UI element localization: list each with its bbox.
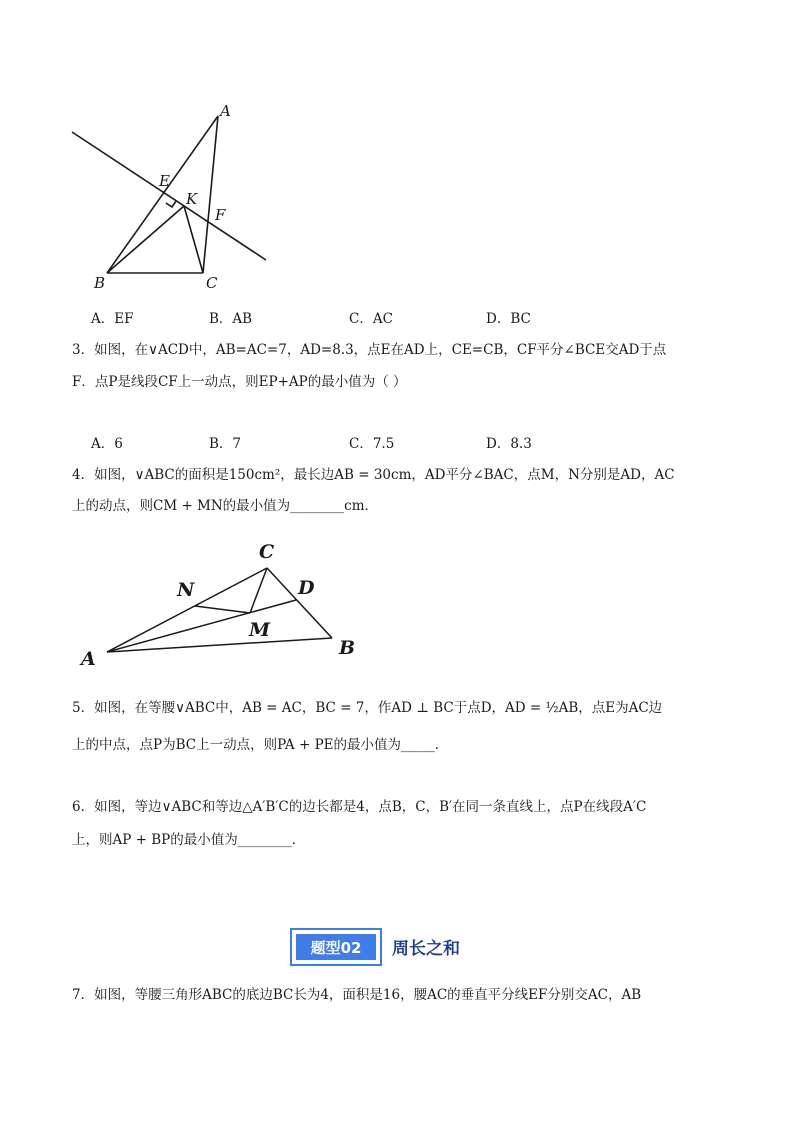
right-angle-mark (166, 201, 176, 207)
label-d: D (298, 577, 315, 599)
q3-line-2: F．点P是线段CF上一动点，则EP+AP的最小值为（ ） (72, 374, 407, 390)
segment-ac (203, 116, 218, 273)
figure-1 (60, 100, 280, 295)
label-n: N (177, 579, 195, 601)
label-m: M (249, 619, 271, 641)
section-badge (290, 928, 382, 966)
q2-options (91, 310, 591, 328)
q7-line-1: 7．如图，等腰三角形ABC的底边BC长为4，面积是16，腰AC的垂直平分线EF分别交AC，AB (72, 987, 642, 1003)
label-f: F (215, 206, 226, 224)
q3-options (91, 435, 591, 453)
segment-mn (195, 606, 250, 613)
q2-option-b[interactable]: B．AB (209, 311, 253, 327)
q3-option-a[interactable]: A．6 (91, 436, 123, 452)
q3-line-1: 3．如图，在∨ACD中，AB=AC=7，AD=8.3，点E在AD上，CE=CB，CF平分∠BCE交AD于点 (72, 342, 667, 358)
label-a: A (81, 648, 96, 670)
label-c: C (259, 541, 275, 563)
q2-option-c[interactable]: C．AC (349, 311, 393, 327)
q3-option-d[interactable]: D．8.3 (486, 436, 532, 452)
figure-2 (75, 535, 365, 675)
label-b: B (94, 274, 106, 292)
q2-option-a[interactable]: A．EF (91, 311, 134, 327)
q4-line-2: 上的动点，则CM + MN的最小值为________cm． (72, 498, 379, 514)
q6-line-1: 6．如图，等边∨ABC和等边△A′B′C的边长都是4，点B，C，B′在同一条直线上，点P在线段A′C (72, 799, 647, 815)
label-e: E (159, 172, 170, 190)
q5-line-1: 5．如图，在等腰∨ABC中，AB = AC，BC = 7，作AD ⊥ BC于点D，AD = ½AB，点E为AC边 (72, 700, 663, 716)
section-title: 周长之和 (392, 939, 460, 959)
label-c: C (206, 274, 218, 292)
label-k: K (186, 190, 198, 208)
label-b: B (339, 637, 356, 659)
section-badge-label: 题型02 (296, 934, 376, 960)
q3-option-b[interactable]: B．7 (209, 436, 242, 452)
line-ef (72, 132, 266, 260)
q6-line-2: 上，则AP + BP的最小值为________． (72, 832, 306, 848)
segment-bk (107, 206, 184, 273)
q2-option-d[interactable]: D．BC (486, 311, 531, 327)
segment-ab (107, 638, 332, 652)
q4-line-1: 4．如图，∨ABC的面积是150cm²，最长边AB = 30cm，AD平分∠BAC，点M，N分别是AD，AC (72, 467, 675, 483)
segment-ab (107, 116, 218, 273)
q3-option-c[interactable]: C．7.5 (349, 436, 395, 452)
q5-line-2: 上的中点，点P为BC上一动点，则PA + PE的最小值为_____． (72, 737, 449, 753)
label-a: A (220, 102, 231, 120)
